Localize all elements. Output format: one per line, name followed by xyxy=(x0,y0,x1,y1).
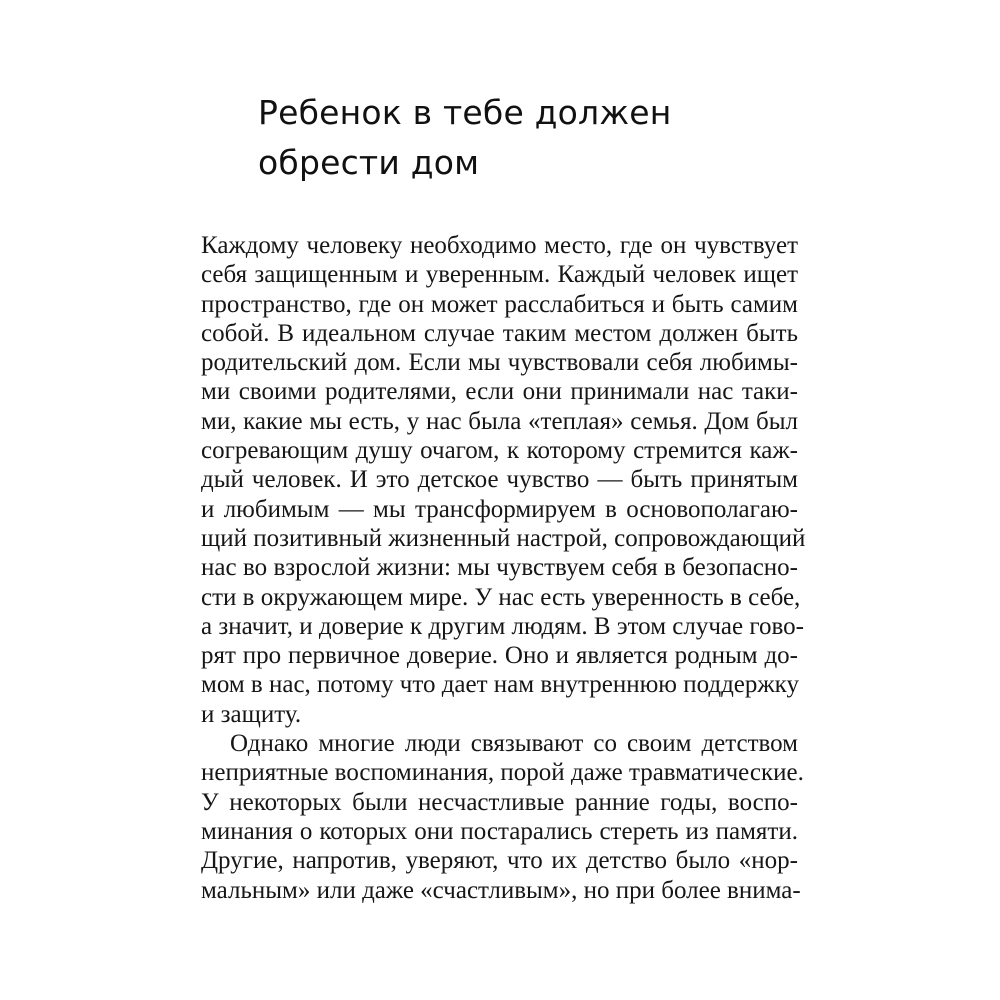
text-line: Другие, напротив, уверяют, что их детство было «нор- xyxy=(201,847,798,875)
text-line: У некоторых были несчастливые ранние годы, воспо- xyxy=(201,788,798,816)
chapter-heading-line-1: Ребенок в тебе должен xyxy=(258,93,672,132)
text-line: щий позитивный жизненный настрой, сопровождающий xyxy=(201,524,806,552)
text-line: минания о которых они постарались стереть из памяти. xyxy=(201,817,798,845)
text-line: и любимым — мы трансформируем в основополагаю- xyxy=(201,495,798,523)
text-line: неприятные воспоминания, порой даже травматические. xyxy=(201,759,804,787)
text-line: родительский дом. Если мы чувствовали себя любимы- xyxy=(201,349,798,377)
text-line: пространство, где он может расслабиться и быть самим xyxy=(201,290,798,318)
text-line: согревающим душу очагом, к которому стремится каж- xyxy=(201,437,798,465)
text-line: сти в окружающем мире. У нас есть уверенность в себе, xyxy=(201,583,801,611)
chapter-heading xyxy=(258,88,818,188)
text-line: а значит, и доверие к другим людям. В этом случае гово- xyxy=(201,612,804,640)
text-line: Каждому человеку необходимо место, где он чувствует xyxy=(201,232,798,259)
chapter-heading-line-2: обрести дом xyxy=(258,143,480,182)
text-line: мальным» или даже «счастливым», но при более внима- xyxy=(201,876,801,904)
text-line: дый человек. И это детское чувство — быть принятым xyxy=(201,466,798,494)
text-line: собой. В идеальном случае таким местом должен быть xyxy=(201,319,798,347)
text-line: себя защищенным и уверенным. Каждый человек ищет xyxy=(201,261,798,289)
text-line: ми, какие мы есть, у нас была «теплая» семья. Дом был xyxy=(201,407,798,435)
text-line: нас во взрослой жизни: мы чувствуем себя в безопасно- xyxy=(201,554,798,582)
text-line: рят про первичное доверие. Оно и является родным до- xyxy=(201,642,798,670)
text-line: мом в нас, потому что дает нам внутреннюю поддержку xyxy=(201,671,799,699)
body-text xyxy=(201,231,806,905)
text-line: ми своими родителями, если они принимали нас таки- xyxy=(201,378,798,406)
paragraph-1-last-line: и защиту. xyxy=(201,700,302,728)
paragraph-2-first-line: Однако многие люди связывают со своим детством xyxy=(230,730,798,758)
